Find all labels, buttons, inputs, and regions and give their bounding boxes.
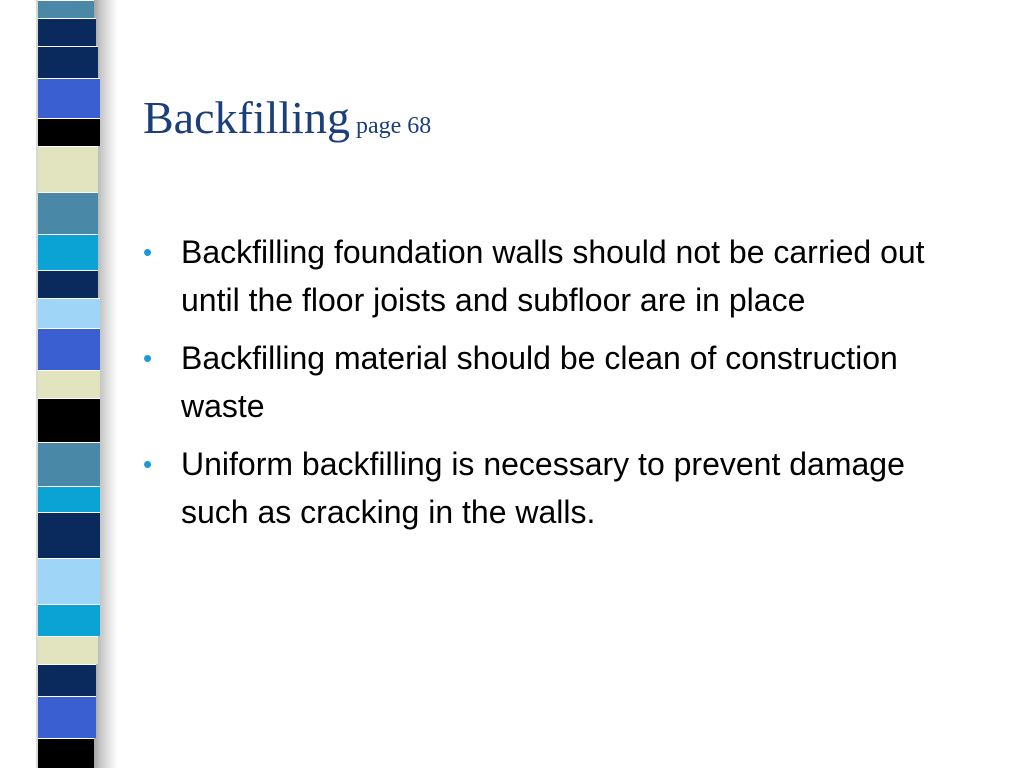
stripe-segment: [38, 486, 100, 512]
stripe-segment: [38, 738, 94, 768]
bullet-item: [143, 334, 963, 430]
stripe-segment: [38, 18, 96, 46]
bullet-text: Uniform backfilling is necessary to prevent damage such as cracking in the walls.: [181, 446, 905, 530]
bullet-text: Backfilling foundation walls should not be carried out until the floor joists and subfloor are in place: [181, 234, 925, 318]
decorative-stripe-band: [36, 0, 102, 768]
stripe-segment: [38, 192, 98, 234]
slide-title: [143, 88, 431, 148]
bullet-dot-icon: •: [143, 449, 153, 479]
bullet-text: Backfilling material should be clean of construction waste: [181, 340, 898, 424]
stripe-segment: [38, 78, 100, 118]
stripe-segment: [38, 398, 100, 442]
stripe-segment: [38, 118, 100, 146]
stripe-segment: [38, 604, 100, 636]
stripe-segment: [38, 512, 100, 558]
title-page-note: page 68: [355, 113, 432, 139]
stripe-segment: [38, 370, 100, 398]
stripe-segment: [38, 46, 98, 78]
stripe-segment: [38, 558, 100, 604]
stripe-segment: [38, 442, 100, 486]
stripe-segment: [38, 0, 94, 18]
stripe-segment: [38, 328, 100, 370]
bullet-list: [143, 228, 963, 546]
bullet-item: [143, 440, 963, 536]
stripe-segment: [38, 234, 98, 270]
title-text: Backfilling: [143, 92, 350, 143]
stripe-segment: [38, 298, 100, 328]
bullet-item: [143, 228, 963, 324]
stripe-segment: [38, 696, 96, 738]
stripe-segment: [38, 636, 98, 664]
bullet-dot-icon: •: [143, 237, 153, 267]
stripe-segment: [38, 146, 98, 192]
stripe-segment: [38, 664, 96, 696]
stripe-segment: [38, 270, 98, 298]
bullet-dot-icon: •: [143, 343, 153, 373]
